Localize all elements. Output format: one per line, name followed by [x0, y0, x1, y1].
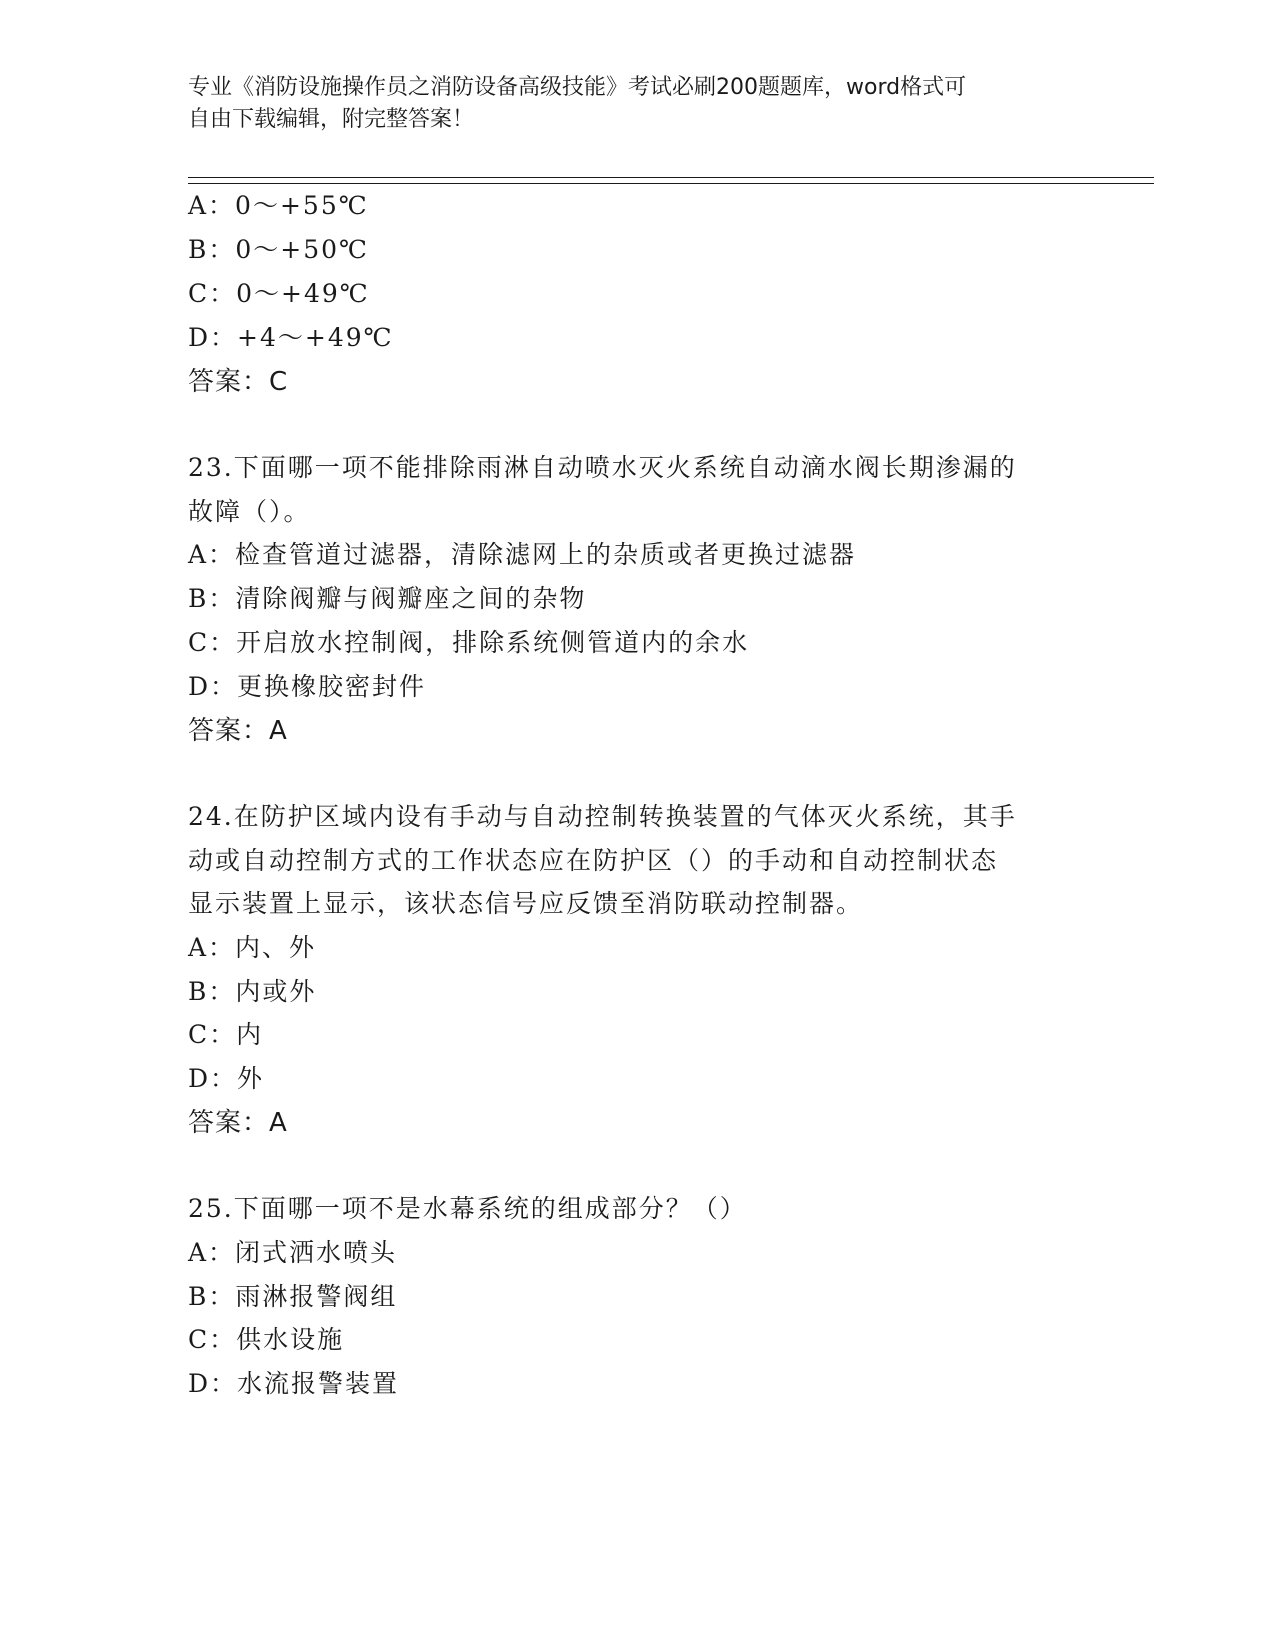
q23-stem-line-1: 23.下面哪一项不能排除雨淋自动喷水灭火系统自动滴水阀长期渗漏的 [188, 453, 1017, 482]
q23-option-a: A：检查管道过滤器，清除滤网上的杂质或者更换过滤器 [188, 540, 857, 569]
q22-option-b: B：0～+50℃ [188, 235, 370, 264]
q25-option-d: D：水流报警装置 [188, 1369, 400, 1398]
q25-option-b: B：雨淋报警阀组 [188, 1282, 398, 1311]
q25-stem-line-1: 25.下面哪一项不是水幕系统的组成部分？（） [188, 1194, 747, 1223]
q23-option-d: D：更换橡胶密封件 [188, 672, 427, 701]
q24-option-a: A：内、外 [188, 933, 317, 962]
q24-stem-line-2: 动或自动控制方式的工作状态应在防护区（）的手动和自动控制状态 [188, 846, 999, 875]
q22-option-a: A：0～+55℃ [188, 191, 369, 220]
q24-option-c: C：内 [188, 1020, 264, 1049]
q23-answer: 答案：A [188, 716, 288, 746]
q24-option-d: D：外 [188, 1064, 265, 1093]
q23-option-c: C：开启放水控制阀，排除系统侧管道内的余水 [188, 628, 750, 657]
q24-option-b: B：内或外 [188, 977, 317, 1006]
q23-stem-line-2: 故障（）。 [188, 497, 311, 526]
q23-option-b: B：清除阀瓣与阀瓣座之间的杂物 [188, 584, 587, 613]
q22-answer: 答案：C [188, 367, 289, 397]
q25-option-a: A：闭式洒水喷头 [188, 1238, 398, 1267]
header-line-2: 自由下载编辑，附完整答案！ [188, 107, 475, 132]
q24-answer: 答案：A [188, 1108, 288, 1138]
q24-stem-line-1: 24.在防护区域内设有手动与自动控制转换装置的气体灭火系统，其手 [188, 802, 1017, 831]
header-divider [188, 177, 1154, 184]
q22-option-c: C：0～+49℃ [188, 279, 370, 308]
q25-option-c: C：供水设施 [188, 1325, 345, 1354]
header-line-1: 专业《消防设施操作员之消防设备高级技能》考试必刷200题题库，word格式可 [188, 75, 967, 100]
document-header [188, 72, 1088, 136]
q22-option-d: D：+4～+49℃ [188, 323, 394, 352]
q24-stem-line-3: 显示装置上显示，该状态信号应反馈至消防联动控制器。 [188, 889, 864, 918]
